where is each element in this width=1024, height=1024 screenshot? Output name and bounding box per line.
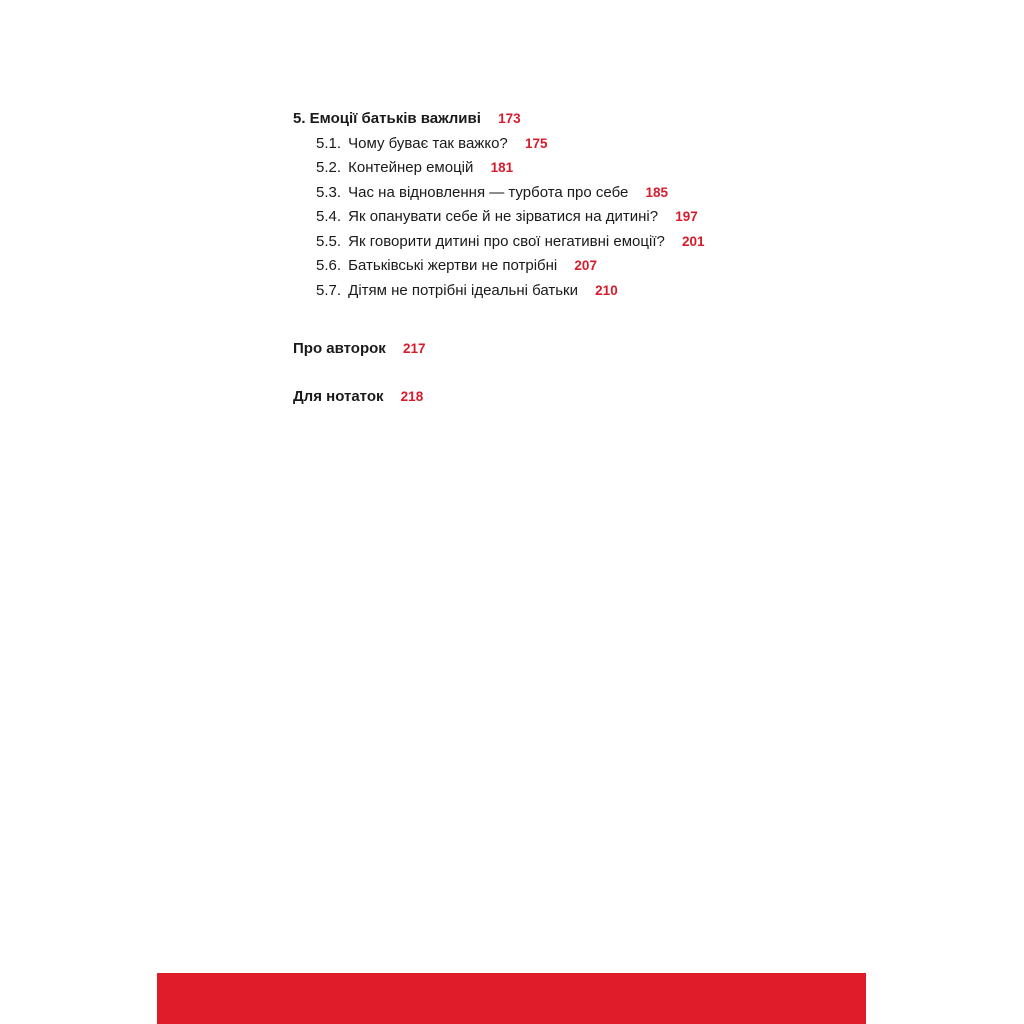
toc-section-entry[interactable] [293, 132, 853, 157]
toc-section-entry[interactable] [293, 181, 853, 206]
toc-section-entry[interactable] [293, 254, 853, 279]
section-page-number: 210 [595, 282, 618, 298]
section-number: 5.5. [316, 232, 342, 250]
section-number: 5.3. [316, 183, 342, 201]
section-number: 5.2. [316, 159, 342, 176]
notes-page-number: 218 [400, 389, 424, 404]
section-title: Дітям не потрібні ідеальні батьки [348, 281, 578, 299]
toc-section-entry[interactable] [293, 279, 853, 304]
section-page-number: 181 [490, 160, 514, 175]
section-title: Чому буває так важко? [348, 134, 508, 152]
toc-section-entry[interactable] [293, 205, 853, 230]
section-title: Як говорити дитині про свої негативні емоції? [348, 232, 665, 250]
toc-chapter-entry[interactable] [293, 107, 853, 132]
section-title: Час на відновлення — турбота про себе [348, 183, 629, 201]
section-page-number: 207 [574, 258, 597, 273]
section-title: Як опанувати себе й не зірватися на дитині? [348, 208, 659, 225]
footer-red-band [157, 973, 866, 1024]
section-page-number: 197 [675, 209, 698, 224]
section-title: Батьківські жертви не потрібні [348, 257, 558, 274]
section-title: Контейнер емоцій [348, 159, 474, 176]
toc-about-authors-entry[interactable] [293, 337, 426, 361]
toc-section-entry[interactable] [293, 156, 853, 181]
section-number: 5.7. [316, 281, 342, 299]
chapter-page-number: 173 [498, 111, 521, 126]
toc-notes-entry[interactable] [293, 385, 423, 409]
about-authors-page-number: 217 [402, 341, 426, 356]
section-number: 5.4. [316, 208, 342, 225]
table-of-contents [293, 107, 853, 303]
section-page-number: 201 [682, 233, 705, 249]
toc-section-entry[interactable] [293, 230, 853, 255]
chapter-title: 5. Емоції батьків важливі [293, 110, 481, 127]
notes-title: Для нотаток [293, 388, 384, 405]
section-page-number: 185 [645, 184, 669, 200]
about-authors-title: Про авторок [293, 340, 386, 357]
section-number: 5.6. [316, 257, 342, 274]
section-number: 5.1. [316, 134, 342, 152]
section-page-number: 175 [524, 135, 548, 151]
